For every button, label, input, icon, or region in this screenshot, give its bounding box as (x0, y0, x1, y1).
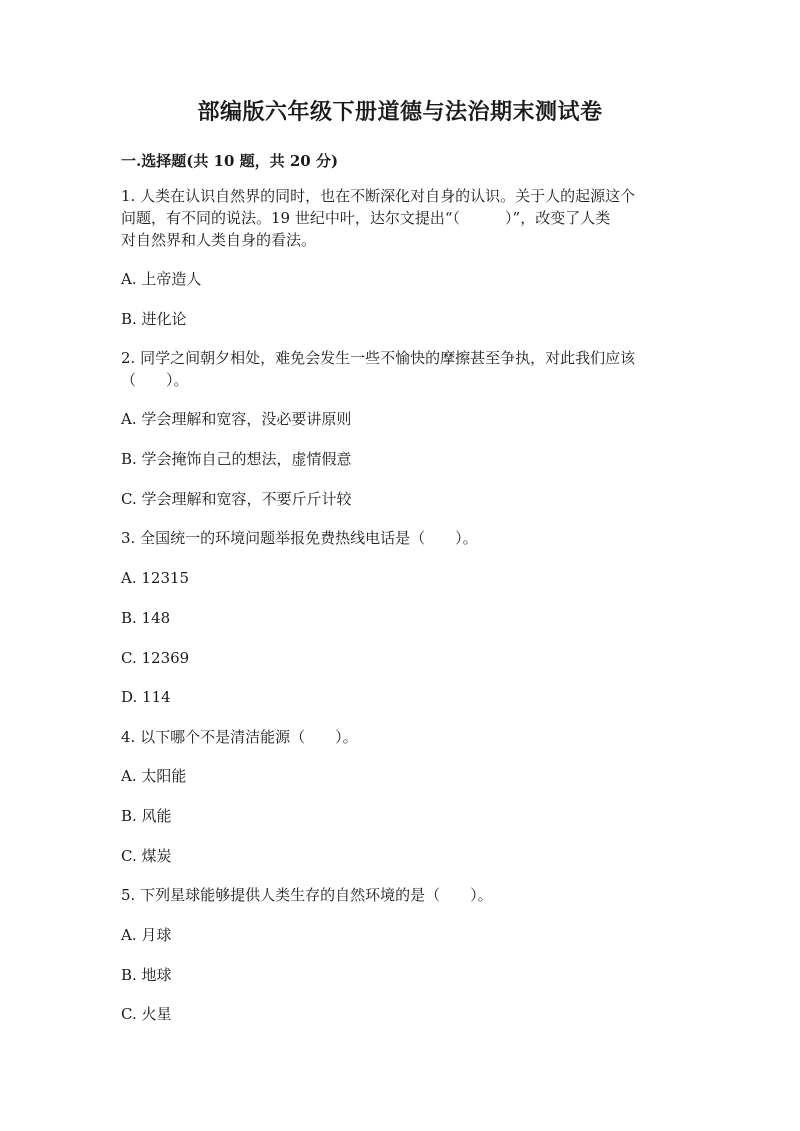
question-2-option-c: C. 学会理解和宽容，不要斤斤计较 (121, 490, 352, 508)
question-1-option-a: A. 上帝造人 (121, 270, 202, 288)
question-5-option-c: C. 火星 (121, 1005, 172, 1023)
question-5-option-b: B. 地球 (121, 966, 172, 984)
question-4-option-a: A. 太阳能 (121, 767, 187, 785)
question-2-option-a: A. 学会理解和宽容，没必要讲原则 (121, 410, 352, 428)
question-4-stem: 4. 以下哪个不是清洁能源（ ）。 (121, 728, 358, 746)
question-5-stem: 5. 下列星球能够提供人类生存的自然环境的是（ ）。 (121, 886, 493, 904)
question-3-option-a: A. 12315 (121, 569, 190, 587)
question-3-stem: 3. 全国统一的环境问题举报免费热线电话是（ ）。 (121, 529, 478, 547)
question-3-option-b: B. 148 (121, 609, 171, 627)
question-2-stem-line-1: 2. 同学之间朝夕相处，难免会发生一些不愉快的摩擦甚至争执，对此我们应该 (121, 349, 636, 367)
question-2-option-b: B. 学会掩饰自己的想法，虚情假意 (121, 450, 352, 468)
question-1-stem-line-1: 1. 人类在认识自然界的同时，也在不断深化对自身的认识。关于人的起源这个 (121, 187, 636, 205)
question-1-stem-line-2: 问题，有不同的说法。19 世纪中叶，达尔文提出“（ ）”，改变了人类 (121, 209, 611, 227)
question-4-option-c: C. 煤炭 (121, 847, 172, 865)
question-3-option-d: D. 114 (121, 688, 171, 706)
question-3-option-c: C. 12369 (121, 649, 190, 667)
question-1-stem-line-3: 对自然界和人类自身的看法。 (121, 231, 317, 249)
question-1-option-b: B. 进化论 (121, 310, 187, 328)
section-heading: 一.选择题(共 10 题，共 20 分) (121, 152, 339, 170)
question-5-option-a: A. 月球 (121, 926, 172, 944)
question-2-stem-line-2: （ ）。 (121, 371, 189, 389)
page-title: 部编版六年级下册道德与法治期末测试卷 (197, 99, 603, 125)
question-4-option-b: B. 风能 (121, 807, 172, 825)
